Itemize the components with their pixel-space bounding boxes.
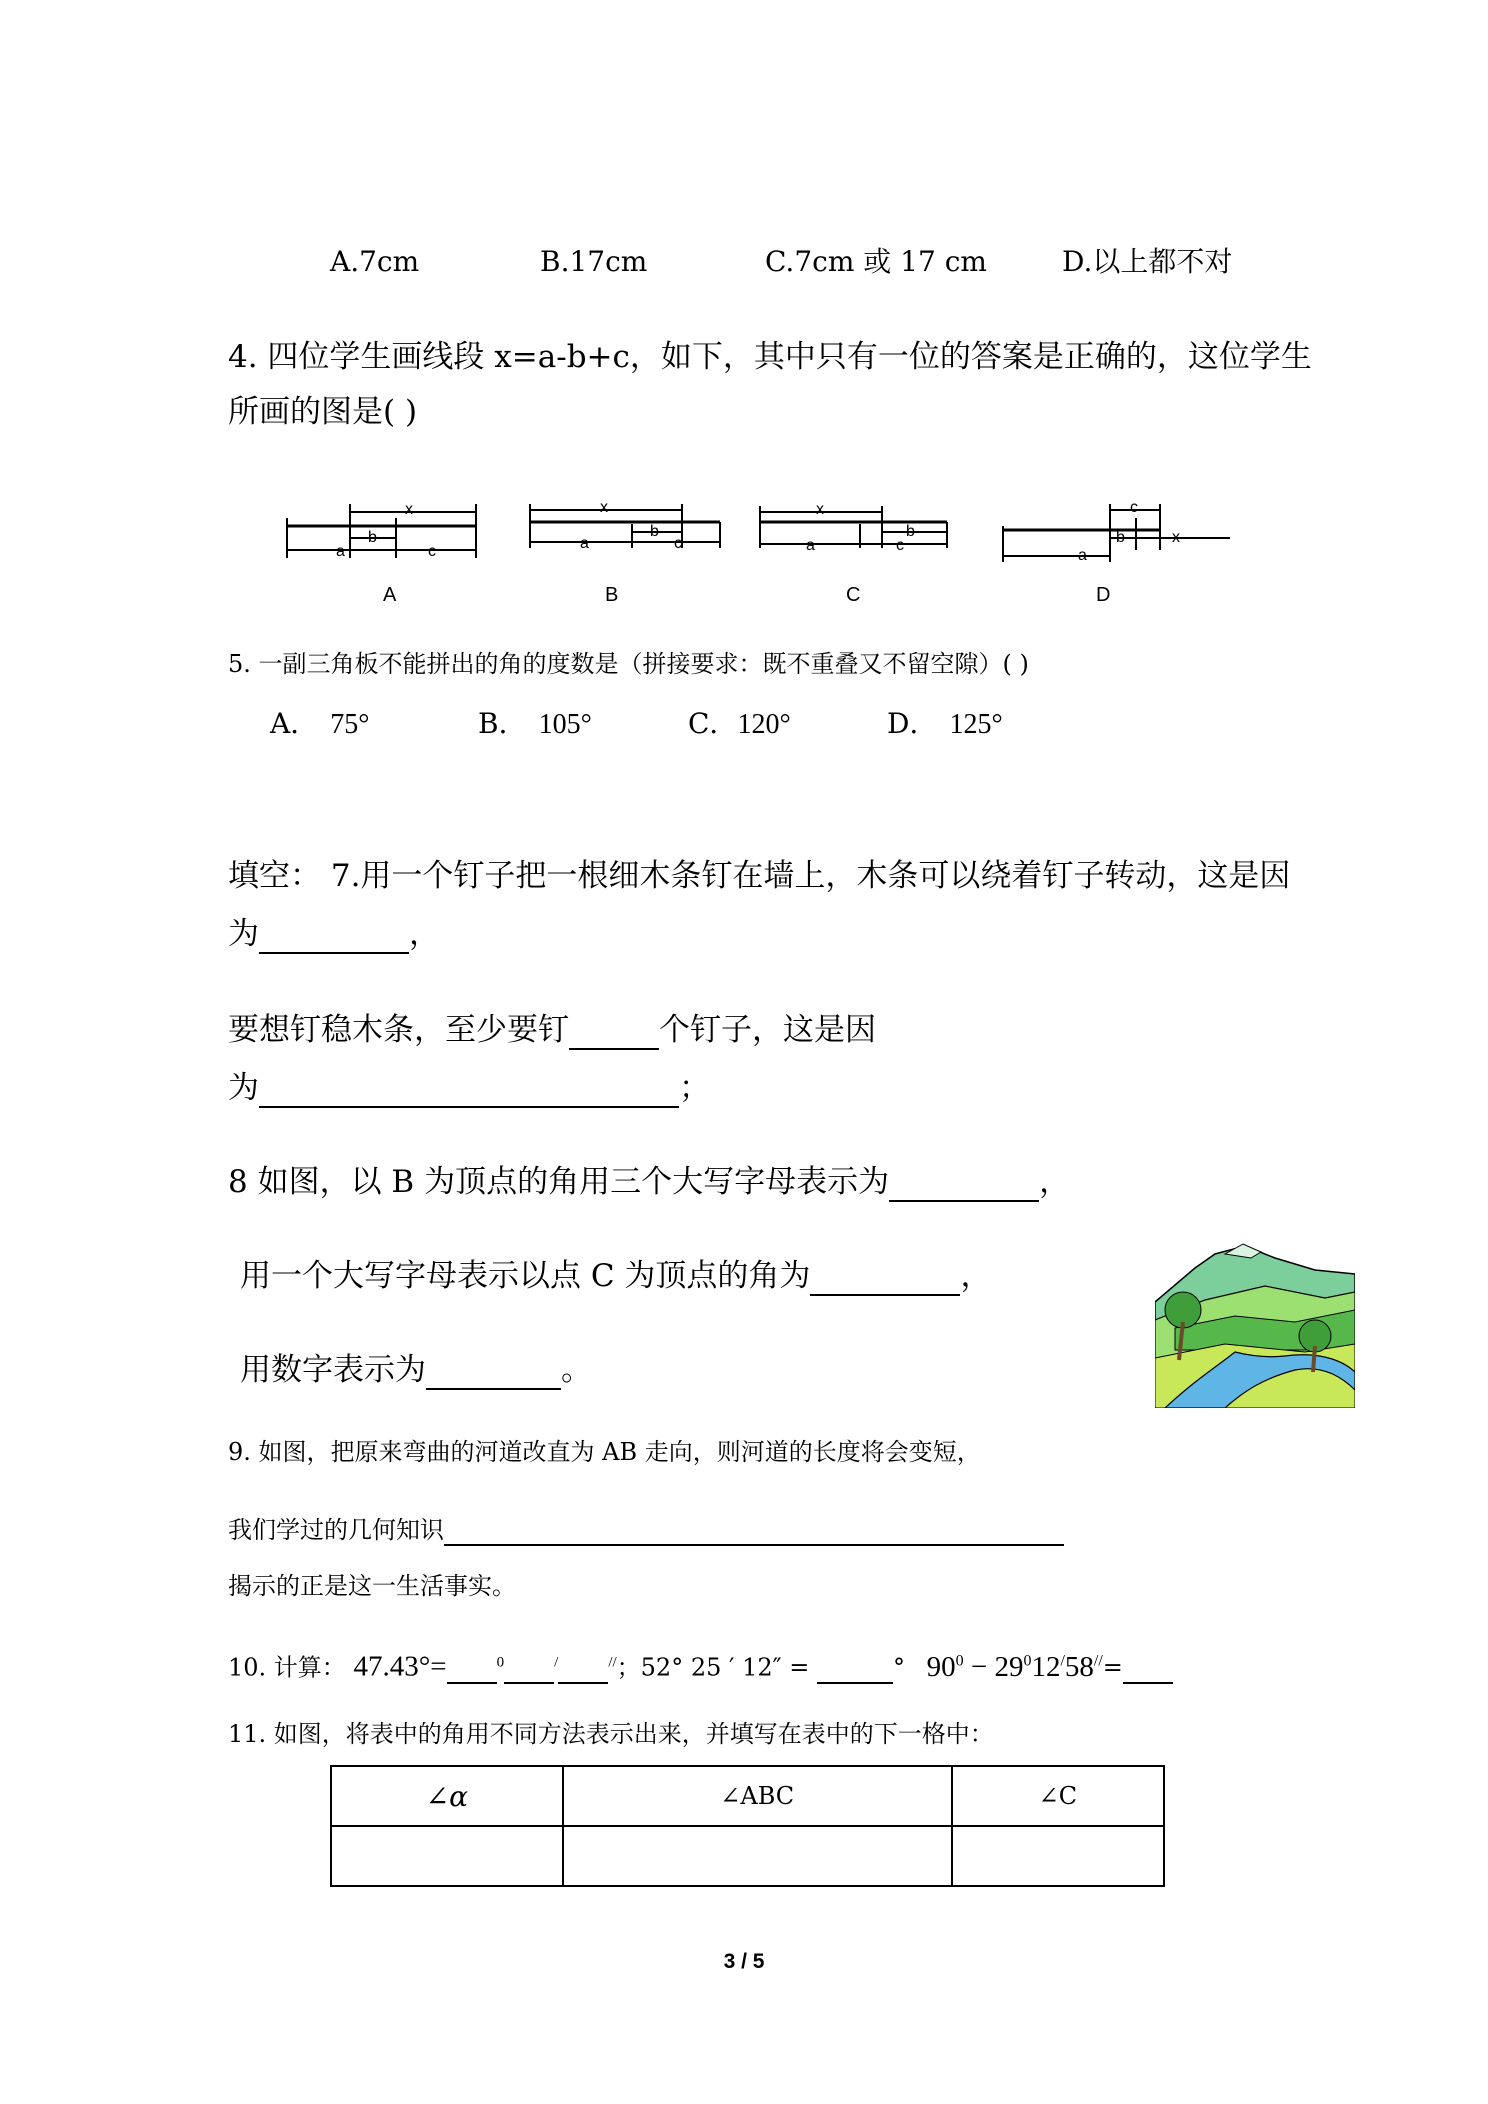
q10-expression xyxy=(927,1651,1103,1683)
q5-option-c xyxy=(688,706,791,743)
seg-x-label: x xyxy=(816,501,824,518)
q10-expr-deg-mark: 0 xyxy=(955,1652,964,1669)
q10-line xyxy=(228,1645,1173,1684)
q4-figure-c-label: C xyxy=(846,584,861,606)
q4-figure-b xyxy=(530,499,720,606)
q9-line1: 9. 如图，把原来弯曲的河道改直为 AB 走向，则河道的长度将会变短， xyxy=(228,1438,981,1466)
answer-cell[interactable] xyxy=(952,1826,1164,1886)
q10-value2: 52° 25 ′ 12″ = xyxy=(640,1653,810,1682)
q3-option-c: C.7cm 或 17 cm xyxy=(765,245,987,278)
q8-line1-suffix: ， xyxy=(1039,1164,1071,1200)
page-number: 3 / 5 xyxy=(723,1950,765,1973)
answer-blank[interactable] xyxy=(889,1170,1039,1202)
answer-blank[interactable] xyxy=(447,1658,497,1684)
q8-line2-prefix: 用一个大写字母表示以点 C 为顶点的角为 xyxy=(240,1258,811,1294)
q3-option-a: A.7cm xyxy=(330,245,420,278)
q5-option-b-value: 105° xyxy=(538,709,592,740)
q4-figure-d xyxy=(1003,499,1230,606)
q5-option-b-letter: B． xyxy=(478,707,527,740)
answer-cell[interactable] xyxy=(563,1826,952,1886)
q5-option-a xyxy=(270,706,369,743)
q10-expr-90: 90 xyxy=(926,1650,956,1683)
q9-line2 xyxy=(228,1514,1064,1546)
table-row xyxy=(331,1826,1164,1886)
q5-stem: 5. 一副三角板不能拼出的角的度数是（拼接要求：既不重叠又不留空隙）( ) xyxy=(228,650,1029,678)
q4-figure-a-label: A xyxy=(383,584,397,606)
q4-stem-line2: 所画的图是( ) xyxy=(228,394,418,430)
answer-cell[interactable] xyxy=(331,1826,563,1886)
q4-figure-b-label: B xyxy=(605,584,619,606)
answer-blank[interactable] xyxy=(444,1518,1064,1546)
q10-expr-min-mark: / xyxy=(1060,1652,1065,1669)
q5-option-d xyxy=(887,706,1003,743)
q8-line3 xyxy=(240,1350,592,1390)
answer-blank[interactable] xyxy=(810,1264,960,1296)
q3-option-d: D.以上都不对 xyxy=(1062,245,1233,278)
q5-option-c-letter: C． xyxy=(688,707,738,740)
q10-degree-symbol: ° xyxy=(892,1653,905,1682)
seg-a-label: a xyxy=(336,543,345,560)
table-header-abc: ∠ABC xyxy=(563,1766,952,1826)
answer-blank[interactable] xyxy=(259,1076,679,1108)
q8-line2 xyxy=(240,1256,991,1296)
q9-line2-prefix: 我们学过的几何知识 xyxy=(228,1516,444,1544)
seg-a-label: a xyxy=(580,535,589,552)
q5-option-b xyxy=(478,706,592,743)
q4-figure-d-label: D xyxy=(1096,584,1111,606)
q5-option-d-letter: D． xyxy=(887,707,938,740)
q10-prefix: 10. 计算： xyxy=(228,1653,346,1682)
answer-blank[interactable] xyxy=(426,1358,561,1390)
answer-blank[interactable] xyxy=(504,1658,554,1684)
answer-blank[interactable] xyxy=(1123,1658,1173,1684)
seg-x-label: x xyxy=(600,499,608,516)
q9-line3: 揭示的正是这一生活事实。 xyxy=(228,1572,516,1600)
seg-b-label: b xyxy=(650,523,659,540)
q5-option-d-value: 125° xyxy=(949,709,1003,740)
q5-option-a-value: 75° xyxy=(330,709,370,740)
q7-line4-suffix: ； xyxy=(679,1070,710,1106)
q10-equals: = xyxy=(1102,1653,1123,1682)
answer-blank[interactable] xyxy=(259,922,409,954)
q7-line1: 填空： 7.用一个钉子把一根细木条钉在墙上，木条可以绕着钉子转动，这是因 xyxy=(228,858,1291,894)
q10-minute-mark: / xyxy=(554,1654,559,1671)
seg-x-label: x xyxy=(405,501,413,518)
q8-line1-prefix: 8 如图，以 B 为顶点的角用三个大写字母表示为 xyxy=(228,1164,890,1200)
answer-blank[interactable] xyxy=(569,1018,659,1050)
q10-separator: ； xyxy=(616,1653,641,1682)
q7-line3-suffix: 个钉子，这是因 xyxy=(659,1012,876,1048)
answer-blank[interactable] xyxy=(817,1658,893,1684)
q10-expr-sec-mark: // xyxy=(1093,1652,1103,1669)
seg-a-label: a xyxy=(1078,547,1087,564)
river-landscape-image xyxy=(1155,1240,1355,1408)
q7-line2-suffix: ， xyxy=(409,916,440,952)
seg-b-label: b xyxy=(1116,529,1125,546)
q8-line3-prefix: 用数字表示为 xyxy=(240,1352,426,1388)
seg-c-label: c xyxy=(428,543,436,560)
q5-option-c-value: 120° xyxy=(737,709,791,740)
angle-table xyxy=(330,1765,1165,1887)
q7-line4-prefix: 为 xyxy=(228,1070,259,1106)
q11-stem: 11. 如图，将表中的角用不同方法表示出来，并填写在表中的下一格中： xyxy=(228,1720,994,1748)
seg-a-label: a xyxy=(806,537,815,554)
q8-line2-suffix: ， xyxy=(960,1258,992,1294)
seg-b-label: b xyxy=(906,523,915,540)
seg-x-label: x xyxy=(1172,529,1180,546)
q3-option-b: B.17cm xyxy=(540,245,648,278)
q4-figures xyxy=(270,490,1250,615)
q5-option-a-letter: A． xyxy=(270,707,319,740)
seg-b-label: b xyxy=(368,529,377,546)
seg-c-label: c xyxy=(1130,499,1138,516)
seg-c-label: c xyxy=(896,537,904,554)
q7-line3 xyxy=(228,1010,876,1050)
q10-expr-12: 12 xyxy=(1031,1650,1061,1683)
q7-line2-prefix: 为 xyxy=(228,916,259,952)
q10-expr-deg-mark: 0 xyxy=(1023,1652,1032,1669)
q10-second-mark: // xyxy=(608,1654,617,1671)
q7-line2 xyxy=(228,914,440,954)
q4-figure-a xyxy=(287,501,476,606)
seg-c-label: c xyxy=(674,535,682,552)
q8-line1 xyxy=(228,1162,1070,1202)
q4-stem-line1: 4. 四位学生画线段 x=a-b+c，如下，其中只有一位的答案是正确的，这位学生 xyxy=(228,339,1312,375)
table-header-alpha: ∠α xyxy=(331,1766,563,1826)
q10-degree-mark: 0 xyxy=(496,1654,505,1671)
answer-blank[interactable] xyxy=(558,1658,608,1684)
q7-line3-prefix: 要想钉稳木条，至少要钉 xyxy=(228,1012,569,1048)
q10-expr-29: − 29 xyxy=(963,1650,1024,1683)
table-header-c: ∠C xyxy=(952,1766,1164,1826)
q10-expr-58: 58 xyxy=(1064,1650,1094,1683)
q7-line4 xyxy=(228,1068,710,1108)
q10-value1: 47.43°= xyxy=(353,1650,447,1683)
q8-line3-suffix: 。 xyxy=(561,1352,592,1388)
q4-figure-c xyxy=(760,501,947,606)
table-row xyxy=(331,1766,1164,1826)
